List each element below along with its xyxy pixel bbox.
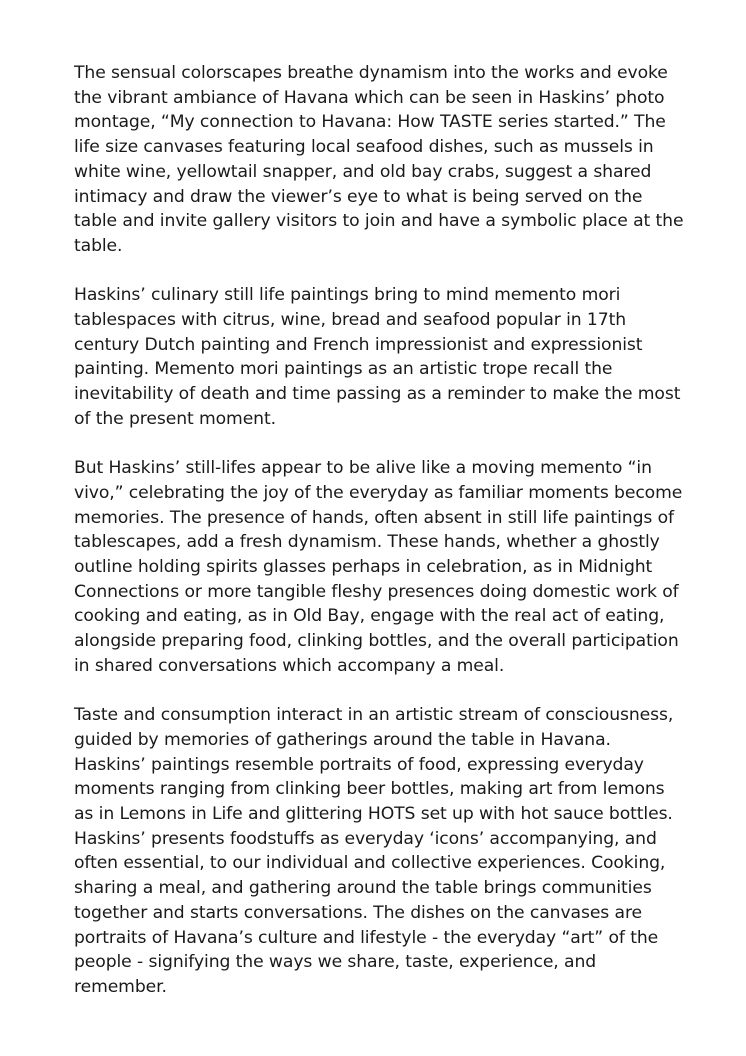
- document-page: [74, 61, 684, 1000]
- paragraph-havana-colorscapes: The sensual colorscapes breathe dynamism into the works and evoke the vibrant ambiance of Havana which can be seen in Haskins’ photo montage, “My connection to Havana: How TASTE series started.” The life size canvases featuring local seafood dishes, such as mussels in white wine, yellowtail snapper, and old bay crabs, suggest a shared intimacy and draw the viewer’s eye to what is being served on the table and invite gallery visitors to join and have a symbolic place at the table.: [74, 63, 684, 256]
- paragraph-memento-mori: Haskins’ culinary still life paintings bring to mind memento mori tablespaces with citrus, wine, bread and seafood popular in 17th century Dutch painting and French impressionist and expressionist painting. Memento mori paintings as an artistic trope recall the inevitability of death and time passing as a reminder to make the most of the present moment.: [74, 285, 681, 429]
- paragraph-taste-consumption: Taste and consumption interact in an artistic stream of consciousness, guided by memories of gatherings around the table in Havana. Haskins’ paintings resemble portraits of food, expressing everyday moments ranging from clinking beer bottles, making art from lemons as in Lemons in Life and glittering HOTS set up with hot sauce bottles. Haskins’ presents foodstuffs as everyday ‘icons’ accompanying, and often essential, to our individual and collective experiences. Cooking, sharing a meal, and gathering around the table brings communities together and starts conversations. The dishes on the canvases are portraits of Havana’s culture and lifestyle - the everyday “art” of the people - signifying the ways we share, taste, experience, and remember.: [74, 705, 674, 997]
- paragraph-memento-in-vivo: But Haskins’ still-lifes appear to be alive like a moving memento “in vivo,” celebrating the joy of the everyday as familiar moments become memories. The presence of hands, often absent in still life paintings of tablescapes, add a fresh dynamism. These hands, whether a ghostly outline holding spirits glasses perhaps in celebration, as in Midnight Connections or more tangible fleshy presences doing domestic work of cooking and eating, as in Old Bay, engage with the real act of eating, alongside preparing food, clinking bottles, and the overall participation in shared conversations which accompany a meal.: [74, 458, 683, 676]
